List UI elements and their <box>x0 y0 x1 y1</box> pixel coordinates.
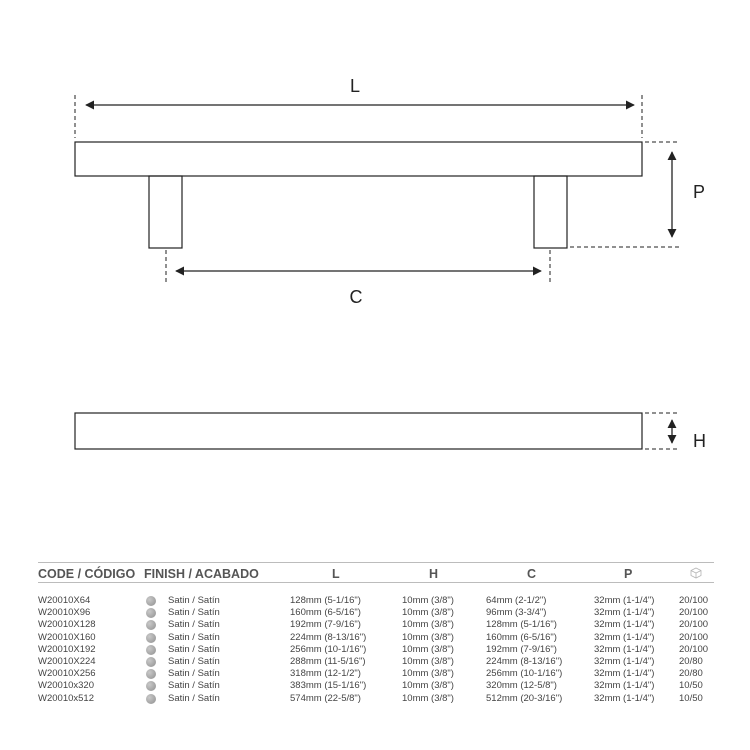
cell-C: 256mm (10-1/16") <box>486 668 563 680</box>
cell-H: 10mm (3/8") <box>402 619 454 631</box>
table-row <box>38 632 714 644</box>
header-L: L <box>332 567 340 581</box>
cell-C: 224mm (8-13/16") <box>486 656 563 667</box>
handle-bar-side <box>75 413 642 449</box>
cell-C: 320mm (12-5/8") <box>486 680 557 692</box>
finish-swatch <box>146 694 156 704</box>
cell-finish: Satin / Satín <box>168 607 220 619</box>
cell-H: 10mm (3/8") <box>402 631 454 643</box>
table-top-rule <box>38 562 714 563</box>
cell-pack: 20/100 <box>679 631 709 643</box>
cell-H: 10mm (3/8") <box>402 668 454 680</box>
cell-P: 32mm (1-1/4") <box>594 680 655 692</box>
cell-pack: 20/100 <box>679 607 709 619</box>
cell-code: W20010X160 <box>38 631 96 643</box>
cell-code: W20010x320 <box>38 680 94 692</box>
cell-code: W20010x512 <box>38 692 94 704</box>
cell-finish: Satin / Satín <box>168 656 220 667</box>
table-header-rule <box>38 582 714 583</box>
cell-H: 10mm (3/8") <box>402 656 454 667</box>
dimension-C <box>166 250 550 307</box>
table-row <box>38 668 714 680</box>
cell-L: 192mm (7-9/16") <box>290 619 361 631</box>
dimension-label-P: P <box>693 182 706 202</box>
header-H: H <box>429 567 439 581</box>
cell-P: 32mm (1-1/4") <box>594 643 655 655</box>
table-row <box>38 656 714 668</box>
cell-code: W20010X96 <box>38 607 91 619</box>
table-row <box>38 619 714 631</box>
cell-H: 10mm (3/8") <box>402 680 454 692</box>
header-P: P <box>624 567 633 581</box>
cell-finish: Satin / Satín <box>168 619 220 631</box>
finish-swatch <box>146 645 156 655</box>
dimension-label-C: C <box>349 287 363 307</box>
cell-L: 288mm (11-5/16") <box>290 656 366 667</box>
finish-swatch <box>146 608 156 618</box>
cell-C: 96mm (3-3/4") <box>486 607 547 619</box>
handle-leg-left <box>149 176 182 248</box>
finish-swatch <box>146 669 156 679</box>
cell-H: 10mm (3/8") <box>402 607 454 619</box>
cell-C: 192mm (7-9/16") <box>486 643 557 655</box>
cell-H: 10mm (3/8") <box>402 595 454 606</box>
cell-C: 64mm (2-1/2") <box>486 595 547 606</box>
cell-L: 128mm (5-1/16") <box>290 595 361 606</box>
cell-P: 32mm (1-1/4") <box>594 656 655 667</box>
package-icon <box>690 567 702 579</box>
cell-L: 256mm (10-1/16") <box>290 643 367 655</box>
cell-finish: Satin / Satín <box>168 595 220 606</box>
cell-P: 32mm (1-1/4") <box>594 668 655 680</box>
handle-front-view <box>75 142 642 248</box>
dimension-label-L: L <box>349 76 361 96</box>
finish-swatch <box>146 681 156 691</box>
cell-pack: 20/100 <box>679 595 709 606</box>
header-finish: FINISH / ACABADO <box>144 567 259 581</box>
cell-finish: Satin / Satín <box>168 643 220 655</box>
cell-finish: Satin / Satín <box>168 631 220 643</box>
dimension-P <box>570 142 705 247</box>
cell-pack: 10/50 <box>679 680 703 692</box>
cell-L: 383mm (15-1/16") <box>290 680 367 692</box>
finish-swatch <box>146 657 156 667</box>
cell-P: 32mm (1-1/4") <box>594 631 655 643</box>
cell-H: 10mm (3/8") <box>402 643 454 655</box>
handle-leg-right <box>534 176 567 248</box>
cell-P: 32mm (1-1/4") <box>594 692 655 704</box>
cell-P: 32mm (1-1/4") <box>594 607 655 619</box>
table-row <box>38 607 714 619</box>
cell-P: 32mm (1-1/4") <box>594 619 655 631</box>
cell-pack: 20/80 <box>679 668 703 680</box>
cell-L: 574mm (22-5/8") <box>290 692 361 704</box>
cell-code: W20010X128 <box>38 619 96 631</box>
cell-P: 32mm (1-1/4") <box>594 595 655 606</box>
cell-code: W20010X192 <box>38 643 96 655</box>
handle-bar <box>75 142 642 176</box>
cell-pack: 20/100 <box>679 643 709 655</box>
table-row <box>38 595 714 607</box>
cell-code: W20010X224 <box>38 656 96 667</box>
table-row <box>38 644 714 656</box>
cell-finish: Satin / Satín <box>168 680 220 692</box>
table-row <box>38 680 714 692</box>
cell-C: 512mm (20-3/16") <box>486 692 563 704</box>
finish-swatch <box>146 633 156 643</box>
table-row <box>38 693 714 705</box>
dimension-L <box>75 76 642 138</box>
cell-pack: 20/100 <box>679 619 709 631</box>
finish-swatch <box>146 596 156 606</box>
cell-code: W20010X256 <box>38 668 96 680</box>
cell-L: 318mm (12-1/2") <box>290 668 361 680</box>
cell-L: 224mm (8-13/16") <box>290 631 367 643</box>
cell-C: 128mm (5-1/16") <box>486 619 557 631</box>
cell-C: 160mm (6-5/16") <box>486 631 557 643</box>
cell-finish: Satin / Satín <box>168 692 220 704</box>
cell-H: 10mm (3/8") <box>402 692 454 704</box>
cell-L: 160mm (6-5/16") <box>290 607 361 619</box>
cell-pack: 10/50 <box>679 692 703 704</box>
handle-side-view <box>75 413 706 451</box>
finish-swatch <box>146 620 156 630</box>
header-C: C <box>527 567 537 581</box>
dimension-label-H: H <box>693 431 706 451</box>
cell-pack: 20/80 <box>679 656 703 667</box>
header-code: CODE / CÓDIGO <box>38 567 136 581</box>
cell-code: W20010X64 <box>38 595 91 606</box>
cell-finish: Satin / Satín <box>168 668 220 680</box>
